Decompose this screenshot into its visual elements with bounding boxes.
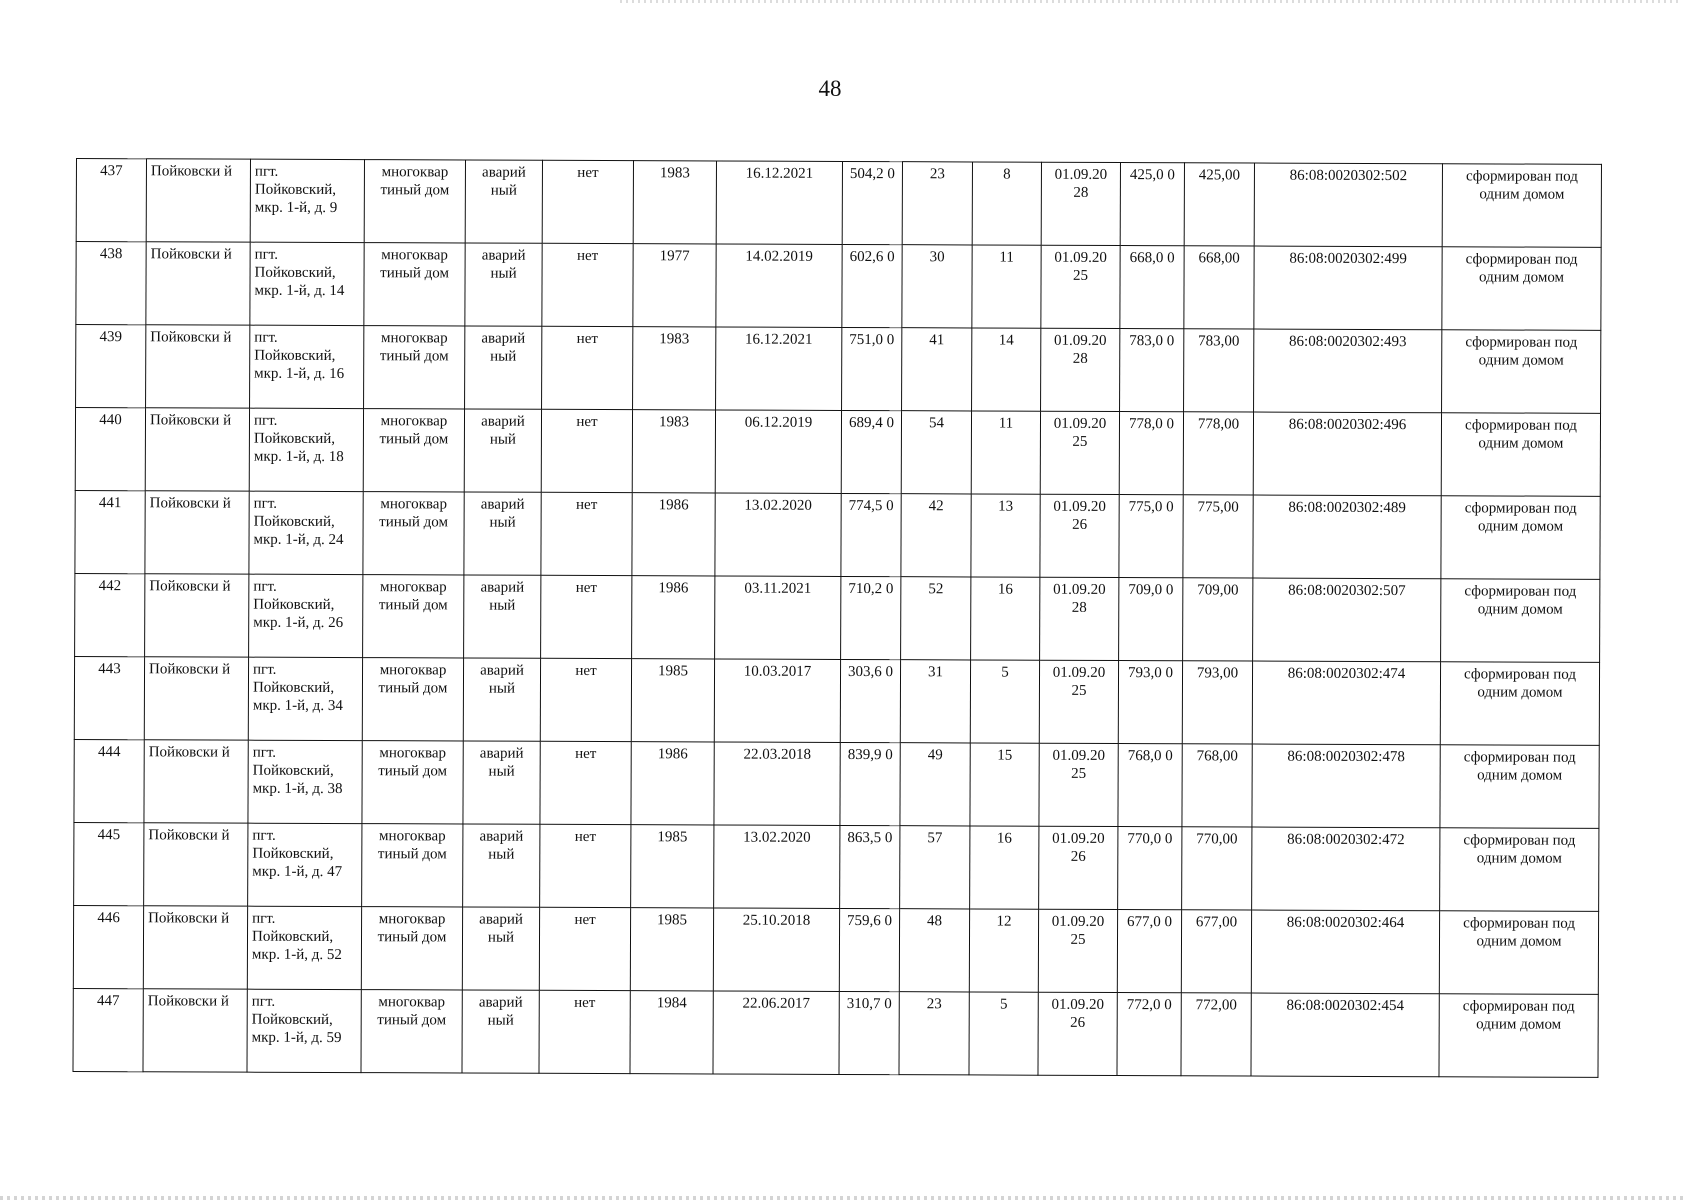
table-row: [73, 988, 1598, 1077]
area-cell: 504,2 0: [842, 161, 902, 244]
house-type-cell: многоквар тиный дом: [364, 160, 465, 243]
year-cell: 1983: [632, 410, 715, 493]
area-a-cell: 677,0 0: [1117, 910, 1181, 993]
locality-cell: Пойковски й: [146, 242, 250, 325]
residents-cell: 23: [902, 162, 972, 245]
locality-cell: Пойковски й: [144, 740, 248, 823]
address-cell: пгт. Пойковский, мкр. 1-й, д. 9: [250, 159, 364, 242]
address-cell: пгт. Пойковский, мкр. 1-й, д. 16: [250, 325, 364, 408]
cadastral-number-cell: 86:08:0020302:472: [1252, 827, 1440, 911]
deadline-cell: 01.09.20 25: [1040, 411, 1119, 494]
apartments-cell: 15: [970, 743, 1039, 826]
house-type-cell: многоквар тиный дом: [362, 824, 463, 907]
flag-cell: нет: [540, 658, 631, 741]
area-cell: 689,4 0: [841, 410, 901, 493]
date-cell: 22.03.2018: [714, 742, 840, 825]
scan-edge-top: [620, 0, 1680, 3]
house-type-cell: многоквар тиный дом: [361, 907, 462, 990]
address-cell: пгт. Пойковский, мкр. 1-й, д. 47: [248, 823, 362, 906]
cadastral-number-cell: 86:08:0020302:507: [1253, 578, 1441, 662]
area-cell: 751,0 0: [842, 327, 902, 410]
locality-cell: Пойковски й: [144, 823, 248, 906]
area-a-cell: 425,0 0: [1120, 163, 1184, 246]
table-row: [75, 573, 1600, 662]
status-cell: аварий ный: [462, 990, 539, 1073]
housing-register-table: [72, 158, 1601, 1078]
house-type-cell: многоквар тиный дом: [363, 492, 464, 575]
table-row: [76, 325, 1601, 414]
area-a-cell: 775,0 0: [1119, 495, 1183, 578]
status-cell: аварий ный: [464, 409, 541, 492]
apartments-cell: 5: [969, 992, 1038, 1075]
apartments-cell: 11: [972, 245, 1041, 328]
row-number: 437: [76, 159, 146, 242]
date-cell: 25.10.2018: [713, 908, 839, 991]
area-b-cell: 793,00: [1182, 661, 1252, 744]
apartments-cell: 8: [972, 162, 1041, 245]
flag-cell: нет: [542, 243, 633, 326]
flag-cell: нет: [541, 492, 632, 575]
area-b-cell: 772,00: [1181, 993, 1251, 1076]
flag-cell: нет: [540, 824, 631, 907]
row-number: 438: [76, 242, 146, 325]
deadline-cell: 01.09.20 26: [1039, 826, 1118, 909]
date-cell: 03.11.2021: [715, 576, 841, 659]
residents-cell: 48: [899, 909, 969, 992]
area-b-cell: 768,00: [1182, 744, 1252, 827]
residents-cell: 31: [900, 660, 970, 743]
house-type-cell: многоквар тиный дом: [362, 658, 463, 741]
row-number: 440: [75, 408, 145, 491]
cadastral-number-cell: 86:08:0020302:493: [1254, 329, 1442, 413]
year-cell: 1986: [632, 493, 715, 576]
deadline-cell: 01.09.20 25: [1039, 743, 1118, 826]
table-row: [76, 159, 1601, 248]
locality-cell: Пойковски й: [145, 408, 249, 491]
year-cell: 1985: [630, 908, 713, 991]
locality-cell: Пойковски й: [145, 574, 249, 657]
status-cell: аварий ный: [464, 492, 541, 575]
cadastral-number-cell: 86:08:0020302:489: [1253, 495, 1441, 579]
area-cell: 310,7 0: [839, 991, 899, 1074]
house-type-cell: многоквар тиный дом: [364, 326, 465, 409]
row-number: 447: [73, 988, 143, 1071]
residents-cell: 57: [900, 826, 970, 909]
locality-cell: Пойковски й: [143, 906, 247, 989]
row-number: 444: [74, 739, 144, 822]
cadastral-number-cell: 86:08:0020302:502: [1254, 163, 1442, 247]
address-cell: пгт. Пойковский, мкр. 1-й, д. 59: [247, 989, 361, 1072]
flag-cell: нет: [541, 575, 632, 658]
locality-cell: Пойковски й: [143, 989, 247, 1072]
deadline-cell: 01.09.20 28: [1041, 162, 1120, 245]
date-cell: 13.02.2020: [714, 825, 840, 908]
area-b-cell: 778,00: [1183, 412, 1253, 495]
area-a-cell: 668,0 0: [1120, 246, 1184, 329]
deadline-cell: 01.09.20 26: [1038, 992, 1117, 1075]
area-b-cell: 677,00: [1181, 910, 1251, 993]
note-cell: сформирован под одним домом: [1439, 994, 1598, 1078]
residents-cell: 52: [901, 577, 971, 660]
area-a-cell: 770,0 0: [1118, 827, 1182, 910]
year-cell: 1985: [631, 659, 714, 742]
cadastral-number-cell: 86:08:0020302:454: [1251, 993, 1439, 1077]
residents-cell: 30: [902, 245, 972, 328]
flag-cell: нет: [539, 990, 630, 1073]
area-cell: 863,5 0: [840, 825, 900, 908]
area-cell: 759,6 0: [839, 908, 899, 991]
cadastral-number-cell: 86:08:0020302:499: [1254, 246, 1442, 330]
locality-cell: Пойковски й: [146, 159, 250, 242]
year-cell: 1986: [632, 576, 715, 659]
note-cell: сформирован под одним домом: [1442, 247, 1601, 331]
status-cell: аварий ный: [463, 658, 540, 741]
year-cell: 1983: [633, 327, 716, 410]
table-row: [75, 490, 1600, 579]
locality-cell: Пойковски й: [146, 325, 250, 408]
locality-cell: Пойковски й: [144, 657, 248, 740]
status-cell: аварий ный: [465, 326, 542, 409]
note-cell: сформирован под одним домом: [1441, 496, 1600, 580]
note-cell: сформирован под одним домом: [1440, 745, 1599, 829]
page-number: 48: [818, 76, 842, 101]
date-cell: 22.06.2017: [713, 991, 839, 1074]
cadastral-number-cell: 86:08:0020302:474: [1252, 661, 1440, 745]
flag-cell: нет: [539, 907, 630, 990]
area-b-cell: 770,00: [1182, 827, 1252, 910]
flag-cell: нет: [542, 326, 633, 409]
date-cell: 14.02.2019: [716, 244, 842, 327]
area-b-cell: 775,00: [1183, 495, 1253, 578]
area-cell: 774,5 0: [841, 493, 901, 576]
house-type-cell: многоквар тиный дом: [362, 741, 463, 824]
row-number: 446: [73, 905, 143, 988]
row-number: 445: [74, 822, 144, 905]
table-body: [73, 159, 1601, 1078]
deadline-cell: 01.09.20 25: [1041, 245, 1120, 328]
note-cell: сформирован под одним домом: [1442, 164, 1601, 248]
area-a-cell: 793,0 0: [1118, 661, 1182, 744]
address-cell: пгт. Пойковский, мкр. 1-й, д. 52: [247, 906, 361, 989]
note-cell: сформирован под одним домом: [1441, 579, 1600, 663]
note-cell: сформирован под одним домом: [1441, 413, 1600, 497]
area-cell: 303,6 0: [840, 659, 900, 742]
status-cell: аварий ный: [465, 160, 542, 243]
status-cell: аварий ный: [464, 575, 541, 658]
date-cell: 16.12.2021: [716, 327, 842, 410]
status-cell: аварий ный: [462, 907, 539, 990]
deadline-cell: 01.09.20 25: [1039, 660, 1118, 743]
residents-cell: 42: [901, 494, 971, 577]
residents-cell: 49: [900, 743, 970, 826]
area-a-cell: 768,0 0: [1118, 744, 1182, 827]
address-cell: пгт. Пойковский, мкр. 1-й, д. 34: [248, 657, 362, 740]
area-cell: 839,9 0: [840, 742, 900, 825]
date-cell: 16.12.2021: [716, 161, 842, 244]
table-row: [74, 739, 1599, 828]
deadline-cell: 01.09.20 25: [1038, 909, 1117, 992]
address-cell: пгт. Пойковский, мкр. 1-й, д. 14: [250, 242, 364, 325]
deadline-cell: 01.09.20 28: [1040, 577, 1119, 660]
scan-edge-bottom: [0, 1196, 1686, 1200]
area-a-cell: 783,0 0: [1120, 329, 1184, 412]
house-type-cell: многоквар тиный дом: [364, 243, 465, 326]
address-cell: пгт. Пойковский, мкр. 1-й, д. 18: [249, 408, 363, 491]
note-cell: сформирован под одним домом: [1440, 662, 1599, 746]
area-a-cell: 778,0 0: [1119, 412, 1183, 495]
cadastral-number-cell: 86:08:0020302:464: [1251, 910, 1439, 994]
residents-cell: 41: [902, 328, 972, 411]
date-cell: 13.02.2020: [715, 493, 841, 576]
apartments-cell: 13: [971, 494, 1040, 577]
status-cell: аварий ный: [465, 243, 542, 326]
area-b-cell: 783,00: [1184, 329, 1254, 412]
cadastral-number-cell: 86:08:0020302:478: [1252, 744, 1440, 828]
note-cell: сформирован под одним домом: [1442, 330, 1601, 414]
row-number: 443: [74, 656, 144, 739]
table-row: [74, 822, 1599, 911]
area-cell: 602,6 0: [842, 244, 902, 327]
residents-cell: 23: [899, 992, 969, 1075]
area-cell: 710,2 0: [841, 576, 901, 659]
area-b-cell: 425,00: [1184, 163, 1254, 246]
address-cell: пгт. Пойковский, мкр. 1-й, д. 26: [249, 574, 363, 657]
row-number: 441: [75, 490, 145, 573]
date-cell: 10.03.2017: [714, 659, 840, 742]
house-type-cell: многоквар тиный дом: [361, 990, 462, 1073]
area-b-cell: 668,00: [1184, 246, 1254, 329]
status-cell: аварий ный: [463, 741, 540, 824]
apartments-cell: 11: [971, 411, 1040, 494]
locality-cell: Пойковски й: [145, 491, 249, 574]
apartments-cell: 16: [970, 826, 1039, 909]
apartments-cell: 16: [971, 577, 1040, 660]
date-cell: 06.12.2019: [715, 410, 841, 493]
note-cell: сформирован под одним домом: [1439, 911, 1598, 995]
row-number: 442: [75, 573, 145, 656]
address-cell: пгт. Пойковский, мкр. 1-й, д. 24: [249, 491, 363, 574]
house-type-cell: многоквар тиный дом: [363, 409, 464, 492]
table-row: [74, 656, 1599, 745]
table-row: [76, 242, 1601, 331]
year-cell: 1983: [633, 161, 716, 244]
residents-cell: 54: [901, 411, 971, 494]
apartments-cell: 14: [972, 328, 1041, 411]
cadastral-number-cell: 86:08:0020302:496: [1253, 412, 1441, 496]
flag-cell: нет: [541, 409, 632, 492]
year-cell: 1985: [631, 825, 714, 908]
deadline-cell: 01.09.20 28: [1041, 328, 1120, 411]
year-cell: 1977: [633, 244, 716, 327]
address-cell: пгт. Пойковский, мкр. 1-й, д. 38: [248, 740, 362, 823]
area-b-cell: 709,00: [1183, 578, 1253, 661]
area-a-cell: 709,0 0: [1119, 578, 1183, 661]
note-cell: сформирован под одним домом: [1440, 828, 1599, 912]
status-cell: аварий ный: [463, 824, 540, 907]
flag-cell: нет: [542, 160, 633, 243]
deadline-cell: 01.09.20 26: [1040, 494, 1119, 577]
flag-cell: нет: [540, 741, 631, 824]
table-row: [75, 408, 1600, 497]
year-cell: 1986: [631, 742, 714, 825]
area-a-cell: 772,0 0: [1117, 993, 1181, 1076]
year-cell: 1984: [630, 991, 713, 1074]
row-number: 439: [76, 325, 146, 408]
table-row: [73, 905, 1598, 994]
apartments-cell: 12: [969, 909, 1038, 992]
house-type-cell: многоквар тиный дом: [363, 575, 464, 658]
apartments-cell: 5: [970, 660, 1039, 743]
